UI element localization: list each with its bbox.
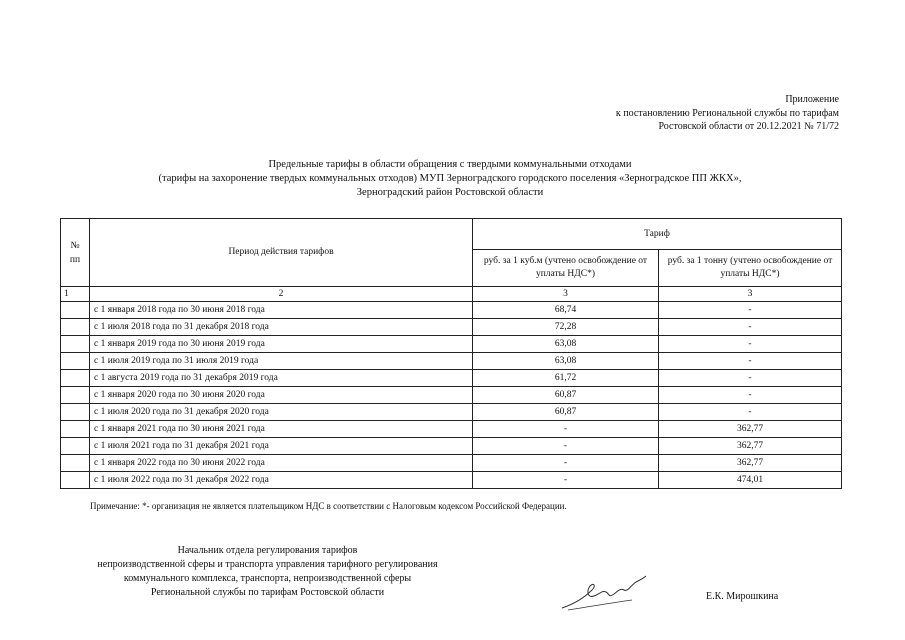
row-number-cell xyxy=(61,387,90,404)
tariff-per-ton-cell: - xyxy=(659,302,842,319)
table-row xyxy=(61,404,842,421)
tariff-per-cubic-meter-cell: 63,08 xyxy=(473,336,659,353)
period-cell: с 1 января 2020 года по 30 июня 2020 года xyxy=(90,387,473,404)
header-per-ton: руб. за 1 тонну (учтено освобождение от уплаты НДС*) xyxy=(659,250,842,287)
table-row xyxy=(61,370,842,387)
footnote: Примечание: *- организация не является плательщиком НДС в соответствии с Налоговым кодексом Российской Федерации. xyxy=(90,501,567,511)
tariff-per-cubic-meter-cell: 60,87 xyxy=(473,387,659,404)
period-cell: с 1 июля 2018 года по 31 декабря 2018 года xyxy=(90,319,473,336)
signatory-position xyxy=(60,544,475,600)
position-line-4: Региональной службы по тарифам Ростовской области xyxy=(150,587,385,598)
period-cell: с 1 января 2019 года по 30 июня 2019 года xyxy=(90,336,473,353)
tariff-per-cubic-meter-cell: 63,08 xyxy=(473,353,659,370)
appendix-header xyxy=(616,93,839,134)
table-row xyxy=(61,302,842,319)
position-line-2: непроизводственной сферы и транспорта управления тарифного регулирования xyxy=(97,559,438,570)
table-row xyxy=(61,336,842,353)
title-line-3: Зерноградский район Ростовской области xyxy=(356,187,544,198)
period-cell: с 1 июля 2021 года по 31 декабря 2021 года xyxy=(90,438,473,455)
title-line-1: Предельные тарифы в области обращения с твердыми коммунальными отходами xyxy=(268,159,632,170)
tariff-per-cubic-meter-cell: - xyxy=(473,438,659,455)
document-title xyxy=(60,158,840,200)
row-number-cell xyxy=(61,336,90,353)
row-number-cell xyxy=(61,455,90,472)
tariff-per-ton-cell: - xyxy=(659,336,842,353)
table-row xyxy=(61,438,842,455)
position-line-1: Начальник отдела регулирования тарифов xyxy=(177,545,358,556)
period-cell: с 1 января 2022 года по 30 июня 2022 года xyxy=(90,455,473,472)
table-row xyxy=(61,387,842,404)
column-numbers-row xyxy=(61,287,842,302)
tariff-per-cubic-meter-cell: - xyxy=(473,421,659,438)
column-number-4: 3 xyxy=(659,287,842,302)
tariff-table xyxy=(60,218,842,489)
row-number-cell xyxy=(61,370,90,387)
row-number-cell xyxy=(61,421,90,438)
tariff-per-cubic-meter-cell: - xyxy=(473,455,659,472)
table-row xyxy=(61,421,842,438)
appendix-line-1: Приложение xyxy=(785,94,839,105)
period-cell: с 1 июля 2022 года по 31 декабря 2022 года xyxy=(90,472,473,489)
tariff-per-cubic-meter-cell: 68,74 xyxy=(473,302,659,319)
table-row xyxy=(61,455,842,472)
table-row xyxy=(61,319,842,336)
tariff-per-cubic-meter-cell: 60,87 xyxy=(473,404,659,421)
appendix-line-3: Ростовской области от 20.12.2021 № 71/72 xyxy=(658,121,839,132)
tariff-per-ton-cell: - xyxy=(659,404,842,421)
period-cell: с 1 июля 2019 года по 31 июля 2019 года xyxy=(90,353,473,370)
tariff-per-ton-cell: - xyxy=(659,319,842,336)
tariff-per-ton-cell: - xyxy=(659,387,842,404)
header-tariff: Тариф xyxy=(473,219,842,250)
column-number-2: 2 xyxy=(90,287,473,302)
period-cell: с 1 января 2021 года по 30 июня 2021 года xyxy=(90,421,473,438)
row-number-cell xyxy=(61,438,90,455)
row-number-cell xyxy=(61,404,90,421)
appendix-line-2: к постановлению Региональной службы по тарифам xyxy=(615,107,839,119)
tariff-per-ton-cell: 362,77 xyxy=(659,455,842,472)
period-cell: с 1 июля 2020 года по 31 декабря 2020 года xyxy=(90,404,473,421)
period-cell: с 1 января 2018 года по 30 июня 2018 года xyxy=(90,302,473,319)
tariff-per-ton-cell: 474,01 xyxy=(659,472,842,489)
position-line-3: коммунального комплекса, транспорта, непроизводственной сферы xyxy=(123,573,412,584)
tariff-per-cubic-meter-cell: 61,72 xyxy=(473,370,659,387)
tariff-per-ton-cell: - xyxy=(659,353,842,370)
row-number-cell xyxy=(61,302,90,319)
header-number: № пп xyxy=(61,219,90,287)
handwritten-signature xyxy=(558,574,648,614)
header-period: Период действия тарифов xyxy=(90,219,473,287)
title-line-2: (тарифы на захоронение твердых коммунальных отходов) МУП Зерноградского городского поселения «Зерноградское ПП ЖКХ», xyxy=(158,173,742,184)
tariff-per-cubic-meter-cell: 72,28 xyxy=(473,319,659,336)
period-cell: с 1 августа 2019 года по 31 декабря 2019 года xyxy=(90,370,473,387)
column-number-1: 1 xyxy=(61,287,90,302)
column-number-3: 3 xyxy=(473,287,659,302)
tariff-per-cubic-meter-cell: - xyxy=(473,472,659,489)
table-row xyxy=(61,353,842,370)
tariff-per-ton-cell: 362,77 xyxy=(659,421,842,438)
header-per-cubic-meter: руб. за 1 куб.м (учтено освобождение от уплаты НДС*) xyxy=(473,250,659,287)
signer-name: Е.К. Мирошкина xyxy=(706,591,779,602)
tariff-per-ton-cell: - xyxy=(659,370,842,387)
table-row xyxy=(61,472,842,489)
row-number-cell xyxy=(61,319,90,336)
row-number-cell xyxy=(61,353,90,370)
tariff-per-ton-cell: 362,77 xyxy=(659,438,842,455)
row-number-cell xyxy=(61,472,90,489)
